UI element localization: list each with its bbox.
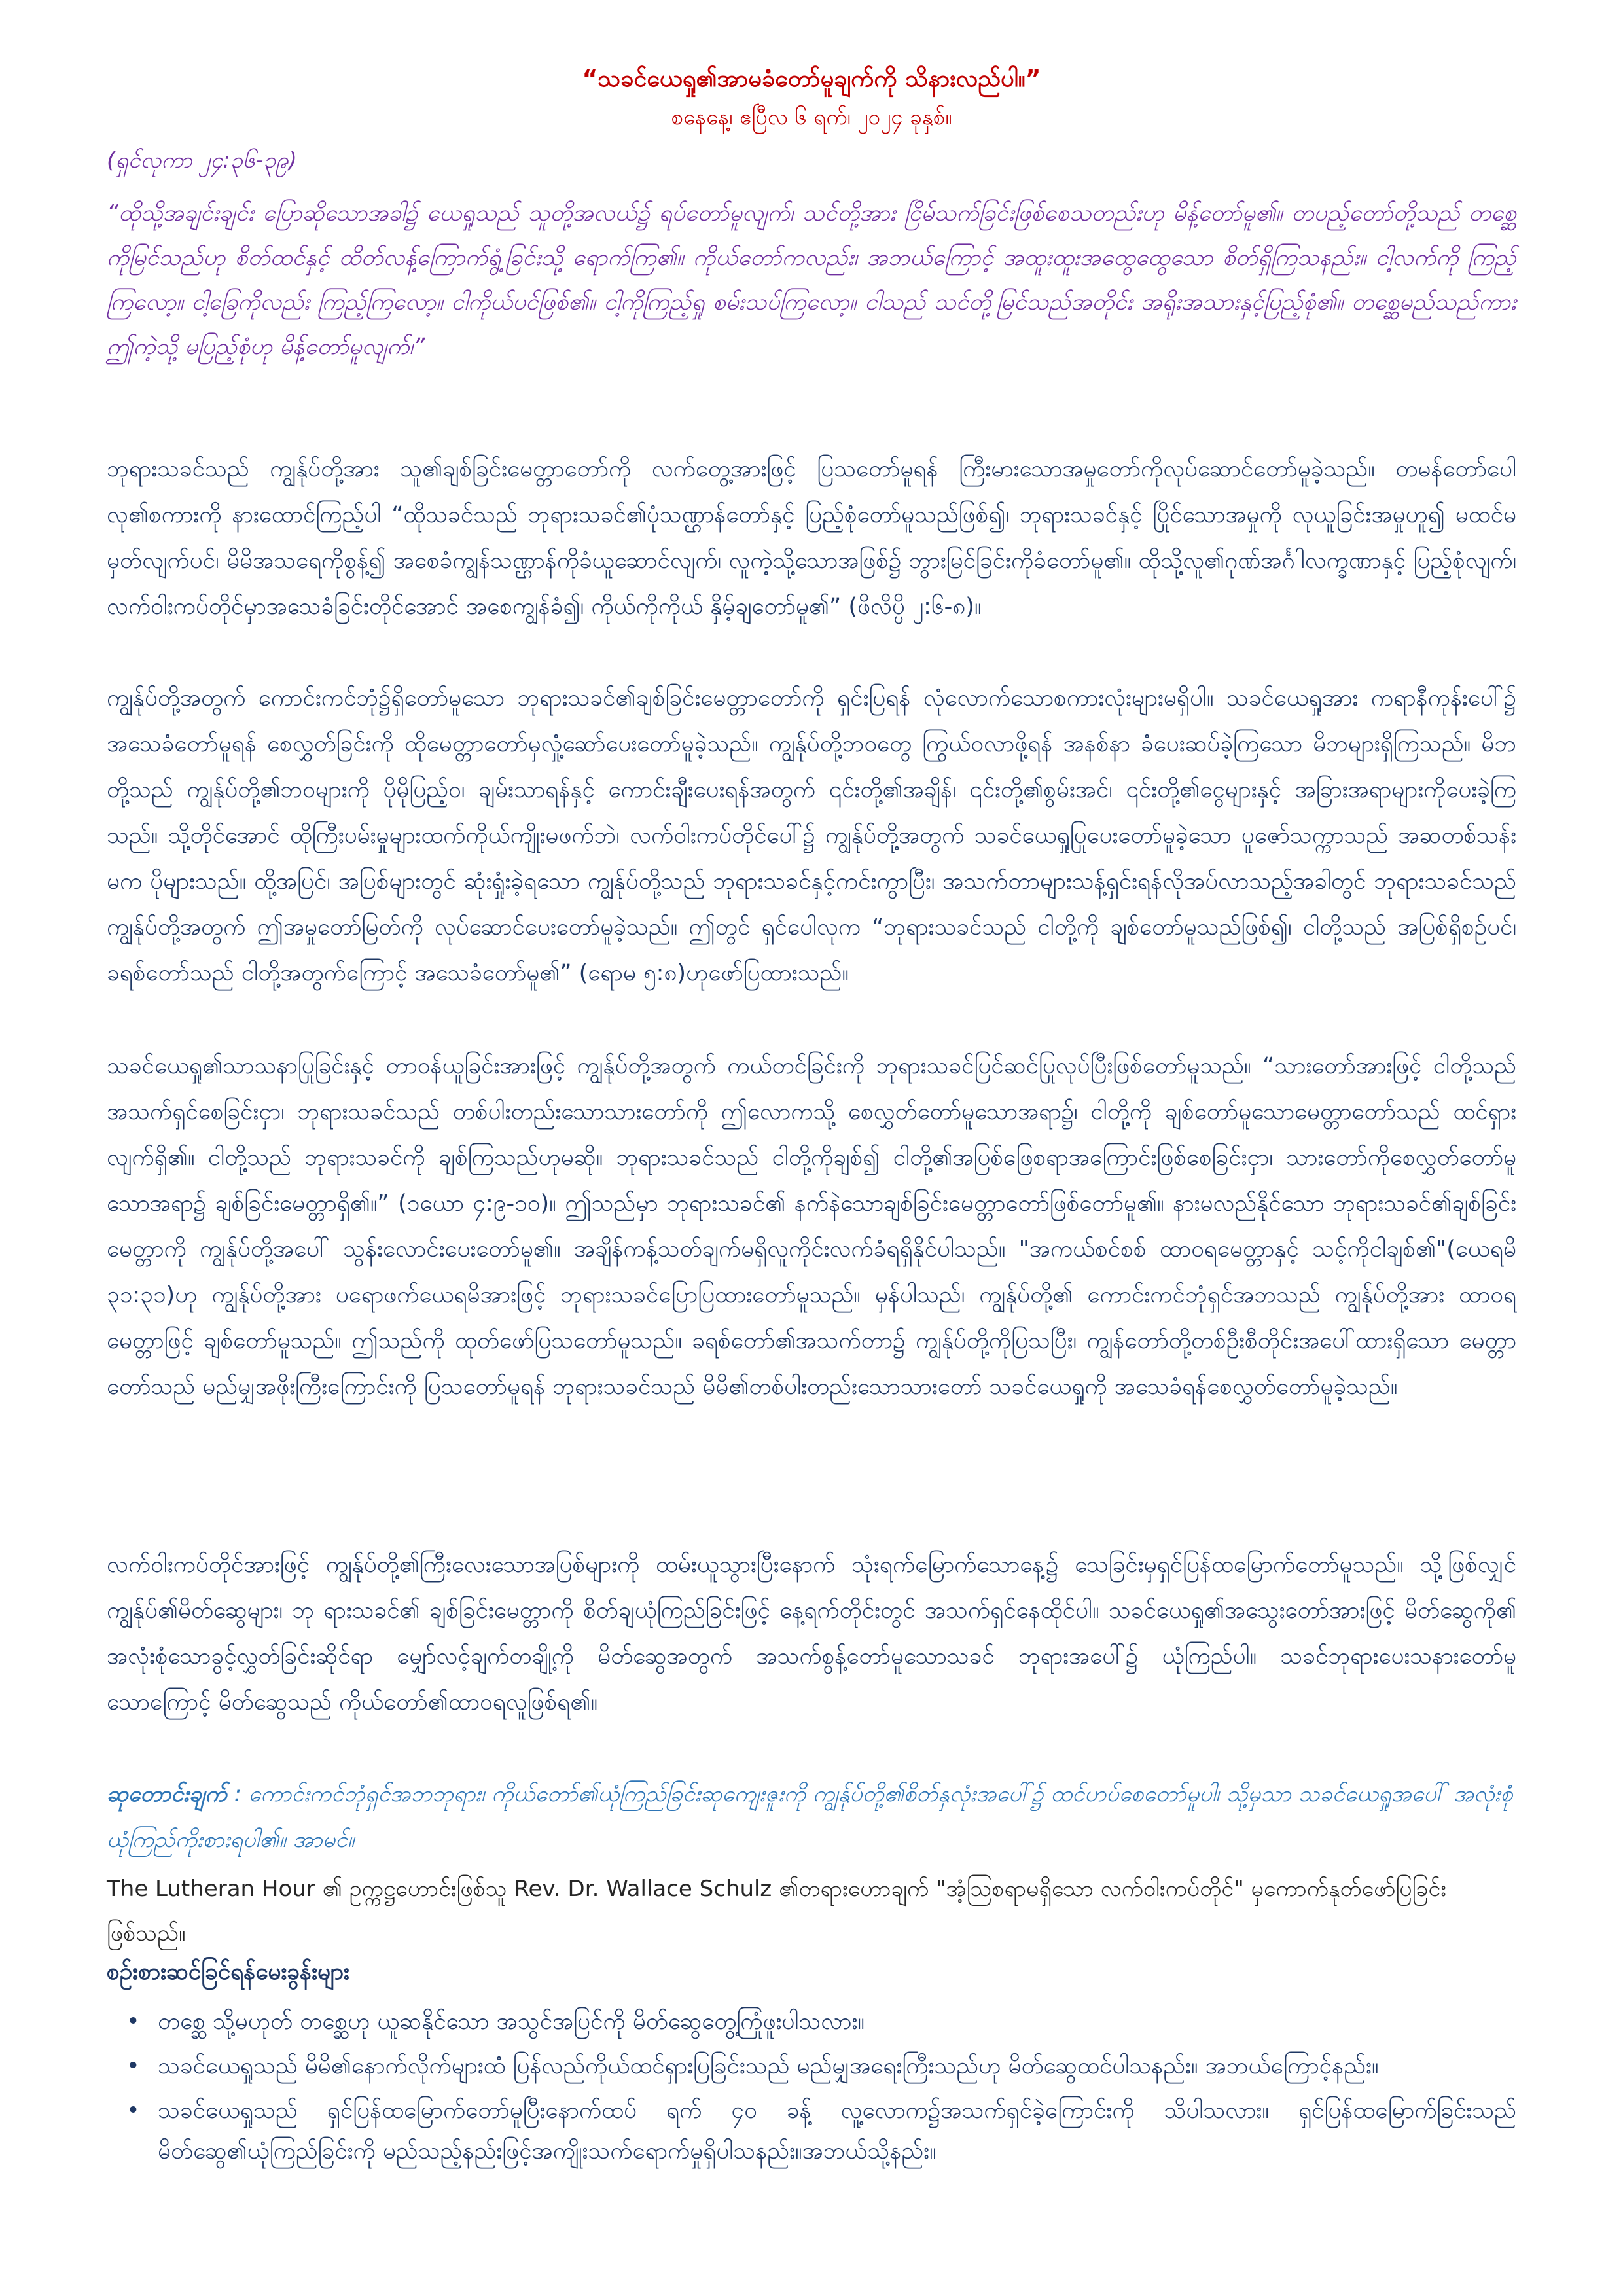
question-text: သခင်ယေရှုသည် ရှင်ပြန်ထမြောက်တော်မူပြီးနောက်ထပ် ရက် ၄၀ ခန့် လူ့လောက၌အသက်ရှင်ခဲ့ကြောင်းကို သိပါသလား။ ရှင်ပြန်ထမြောက်ခြင်းသည် မိတ်ဆွေ၏ယုံကြည်ခြင်းကို မည်သည့်နည်းဖြင့်အကျိုးသက်ရောက်မှုရှိပါသနည်း။အဘယ်သို့နည်း။ xyxy=(158,2098,1516,2164)
list-item xyxy=(107,2046,1516,2087)
scripture-quote: “ထိုသို့အချင်းချင်း ပြောဆိုသောအခါ၌ ယေရှုသည် သူတို့အလယ်၌ ရပ်တော်မူလျက်၊ သင်တို့အား ငြိမ်သက်ခြင်းဖြစ်စေသတည်းဟု မိန့်တော်မူ၏။ တပည့်တော်တို့သည် တစ္ဆေကိုမြင်သည်ဟု စိတ်ထင်နှင့် ထိတ်လန့်ကြောက်ရွံ့ခြင်းသို့ ရောက်ကြ၏။ ကိုယ်တော်ကလည်း၊ အဘယ်ကြောင့် အထူးထူးအထွေထွေသော စိတ်ရှိကြသနည်း။ ငါ့လက်ကို ကြည့်ကြလော့။ ငါ့ခြေကိုလည်း ကြည့်ကြလော့။ ငါကိုယ်ပင်ဖြစ်၏။ ငါ့ကိုကြည့်ရှု စမ်းသပ်ကြလော့။ ငါသည် သင်တို့မြင်သည်အတိုင်း အရိုးအသားနှင့်ပြည့်စုံ၏။ တစ္ဆေမည်သည်ကား ဤကဲ့သို့ မပြည့်စုံဟု မိန့်တော်မူလျက်၊” xyxy=(107,200,1516,360)
devotion-date: စနေနေ့၊ ဧပြီလ ၆ ရက်၊ ၂၀၂၄ ခုနှစ်။ xyxy=(671,104,952,130)
bullet-icon: • xyxy=(126,2009,140,2035)
questions-heading: စဉ်းစားဆင်ခြင်ရန်မေးခွန်းများ xyxy=(107,1959,349,1985)
list-item xyxy=(107,2090,1516,2172)
prayer xyxy=(107,1771,1516,1863)
prayer-text: ကောင်းကင်ဘုံရှင်အဘဘုရား၊ ကိုယ်တော်၏ယုံကြည်ခြင်းဆုကျေးဇူးကို ကျွန်ုပ်တို့၏စိတ်နှလုံးအပေါ်၌ ထင်ဟပ်စေတော်မူပါ၊ သို့မှသာ သခင်ယေရှုအပေါ် အလုံးစုံ ယုံကြည်ကိုးစားရပါ၏။ အာမင်။ xyxy=(107,1781,1513,1853)
prayer-separator: : xyxy=(234,1781,241,1807)
source-credit: The Lutheran Hour ၏ ဥက္ကဋ္ဌဟောင်းဖြစ်သူ Rev. Dr. Wallace Schulz ၏တရားဟောချက် "အံ့ဩစရာမရှိသော လက်ဝါးကပ်တိုင်" မှကောက်နုတ်ဖော်ပြခြင်းဖြစ်သည်။ xyxy=(107,1876,1446,1946)
devotion-title: “သခင်ယေရှု၏အာမခံတော်မူချက်ကို သိနားလည်ပါ။” xyxy=(582,65,1041,92)
question-text: သခင်ယေရှုသည် မိမိ၏နောက်လိုက်များထံ ပြန်လည်ကိုယ်ထင်ရှားပြခြင်းသည် မည်မျှအရေးကြီးသည်ဟု မိတ်ဆွေထင်ပါသနည်း။ အဘယ်ကြောင့်နည်း။ xyxy=(158,2053,1379,2079)
bullet-icon: • xyxy=(126,2098,140,2124)
body-paragraph-4: လက်ဝါးကပ်တိုင်အားဖြင့် ကျွန်ုပ်တို့၏ကြီးလေးသောအပြစ်များကို ထမ်းယူသွားပြီးနောက် သုံးရက်မြောက်သောနေ့၌ သေခြင်းမှရှင်ပြန်ထမြောက်တော်မူသည်။ သို့ဖြစ်လျှင် ကျွန်ုပ်၏မိတ်ဆွေများ၊ ဘု ရားသခင်၏ ချစ်ခြင်းမေတ္တာကို စိတ်ချယုံကြည်ခြင်းဖြင့် နေ့ရက်တိုင်းတွင် အသက်ရှင်နေထိုင်ပါ။ သခင်ယေရှု၏အသွေးတော်အားဖြင့် မိတ်ဆွေကို၏ အလုံးစုံသောခွင့်လွှတ်ခြင်းဆိုင်ရာ မျှော်လင့်ချက်တချို့ကို မိတ်ဆွေအတွက် အသက်စွန့်တော်မူသောသခင် ဘုရားအပေါ်၌ ယုံကြည်ပါ။ သခင်ဘုရားပေးသနားတော်မူသောကြောင့် မိတ်ဆွေသည် ကိုယ်တော်၏ထာဝရလူဖြစ်ရ၏။ xyxy=(107,1552,1516,1715)
bullet-icon: • xyxy=(126,2053,140,2079)
prayer-label: ဆုတောင်းချက် xyxy=(107,1781,227,1807)
body-paragraph-2: ကျွန်ုပ်တို့အတွက် ကောင်းကင်ဘုံ၌ရှိတော်မူသော ဘုရားသခင်၏ချစ်ခြင်းမေတ္တာတော်ကို ရှင်းပြရန် လုံလောက်သောစကားလုံးများမရှိပါ။ သခင်ယေရှုအား ကရာနီကုန်းပေါ်၌ အသေခံတော်မူရန် စေလွှတ်ခြင်းကို ထိုမေတ္တာတော်မှလှုံ့ဆော်ပေးတော်မူခဲ့သည်။ ကျွန်ုပ်တို့ဘဝတွေ ကြွယ်ဝလာဖို့ရန် အနစ်နာ ခံပေးဆပ်ခဲ့ကြသော မိဘများရှိကြသည်။ မိဘတို့သည် ကျွန်ုပ်တို့၏ဘဝများကို ပိုမိုပြည့်ဝ၊ ချမ်းသာရန်နှင့် ကောင်းချီးပေးရန်အတွက် ၎င်းတို့၏အချိန်၊ ၎င်းတို့၏စွမ်းအင်၊ ၎င်းတို့၏ငွေများနှင့် အခြားအရာများကိုပေးခဲ့ကြသည်။ သို့တိုင်အောင် ထိုကြီးပမ်းမှုများထက်ကိုယ်ကျိုးမဖက်ဘဲ၊ လက်ဝါးကပ်တိုင်ပေါ်၌ ကျွန်ုပ်တို့အတွက် သခင်ယေရှုပြုပေးတော်မူခဲ့သော ပူဇော်သက္ကာသည် အဆတစ်သန်းမက ပိုများသည်။ ထို့အပြင်၊ အပြစ်များတွင် ဆုံးရှုံးခဲ့ရသော ကျွန်ုပ်တို့သည် ဘုရားသခင်နှင့်ကင်းကွာပြီး၊ အသက်တာများသန့်ရှင်းရန်လိုအပ်လာသည့်အခါတွင် ဘုရားသခင်သည် ကျွန်ုပ်တို့အတွက် ဤအမှုတော်မြတ်ကို လုပ်ဆောင်ပေးတော်မူခဲ့သည်။ ဤတွင် ရှင်ပေါလုက “ဘုရားသခင်သည် ငါတို့ကို ချစ်တော်မူသည်ဖြစ်၍၊ ငါတို့သည် အပြစ်ရှိစဉ်ပင်၊ ခရစ်တော်သည် ငါတို့အတွက်ကြောင့် အသေခံတော်မူ၏” (ရောမ ၅:၈)ဟုဖော်ပြထားသည်။ xyxy=(107,685,1516,986)
body-paragraph-3: သခင်ယေရှု၏သာသနာပြုခြင်းနှင့် တာဝန်ယူခြင်းအားဖြင့် ကျွန်ုပ်တို့အတွက် ကယ်တင်ခြင်းကို ဘုရားသခင်ပြင်ဆင်ပြုလုပ်ပြီးဖြစ်တော်မူသည်။ “သားတော်အားဖြင့် ငါတို့သည်အသက်ရှင်စေခြင်းငှာ၊ ဘုရားသခင်သည် တစ်ပါးတည်းသောသားတော်ကို ဤလောကသို့ စေလွှတ်တော်မူသောအရာ၌၊ ငါတို့ကို ချစ်တော်မူသောမေတ္တာတော်သည် ထင်ရှားလျက်ရှိ၏။ ငါတို့သည် ဘုရားသခင်ကို ချစ်ကြသည်ဟုမဆို။ ဘုရားသခင်သည် ငါတို့ကိုချစ်၍ ငါတို့၏အပြစ်ဖြေစရာအကြောင်းဖြစ်စေခြင်းငှာ၊ သားတော်ကိုစေလွှတ်တော်မူသောအရာ၌ ချစ်ခြင်းမေတ္တာရှိ၏။” (၁ယော ၄:၉-၁၀)။ ဤသည်မှာ ဘုရားသခင်၏ နက်နဲသောချစ်ခြင်းမေတ္တာတော်ဖြစ်တော်မူ၏။ နားမလည်နိုင်သော ဘုရားသခင်၏ချစ်ခြင်းမေတ္တာကို ကျွန်ုပ်တို့အပေါ် သွန်းလောင်းပေးတော်မူ၏။ အချိန်ကန့်သတ်ချက်မရှိလူကိုင်းလက်ခံရရှိနိုင်ပါသည်။ "အကယ်စင်စစ် ထာဝရမေတ္တာနှင့် သင့်ကိုငါချစ်၏"(ယေရမိ ၃၁:၃၁)ဟု ကျွန်ုပ်တို့အား ပရောဖက်ယေရမိအားဖြင့် ဘုရားသခင်ပြောပြထားတော်မူသည်။ မှန်ပါသည်၊ ကျွန်ုပ်တို့၏ ကောင်းကင်ဘုံရှင်အဘသည် ကျွန်ုပ်တို့အား ထာဝရမေတ္တာဖြင့် ချစ်တော်မူသည်။ ဤသည်ကို ထုတ်ဖော်ပြသတော်မူသည်။ ခရစ်တော်၏အသက်တာ၌ ကျွန်ုပ်တို့ကိုပြသပြီး၊ ကျွန်တော်တို့တစ်ဦးစီတိုင်းအပေါ်ထားရှိသော မေတ္တာတော်သည် မည်မျှအဖိုးကြီးကြောင်းကို ပြသတော်မူရန် ဘုရားသခင်သည် မိမိ၏တစ်ပါးတည်းသောသားတော် သခင်ယေရှုကို အသေခံရန်စေလွှတ်တော်မူခဲ့သည်။ xyxy=(107,1053,1516,1400)
question-text: တစ္ဆေ သို့မဟုတ် တစ္ဆေဟု ယူဆနိုင်သော အသွင်အပြင်ကို မိတ်ဆွေတွေ့ကြုံဖူးပါသလား။ xyxy=(158,2009,865,2035)
body-paragraph-1: ဘုရားသခင်သည် ကျွန်ုပ်တို့အား သူ၏ချစ်ခြင်းမေတ္တာတော်ကို လက်တွေ့အားဖြင့် ပြသတော်မူရန် ကြီးမားသောအမှုတော်ကိုလုပ်ဆောင်တော်မူခဲ့သည်။ တမန်တော်ပေါလု၏စကားကို နားထောင်ကြည့်ပါ “ထိုသခင်သည် ဘုရားသခင်၏ပုံသဏ္ဌာန်တော်နှင့် ပြည့်စုံတော်မူသည်ဖြစ်၍၊ ဘုရားသခင်နှင့် ပြိုင်သောအမှုကို လုယူခြင်းအမှုဟူ၍ မထင်မမှတ်လျက်ပင်၊ မိမိအသရေကိုစွန့်၍ အစေခံကျွန်သဏ္ဌာန်ကိုခံယူဆောင်လျက်၊ လူကဲ့သို့သောအဖြစ်၌ ဘွားမြင်ခြင်းကိုခံတော်မူ၏။ ထိုသို့လူ၏ဂုဏ်အင်္ဂါလက္ခဏာနှင့် ပြည့်စုံလျက်၊ လက်ဝါးကပ်တိုင်မှာအသေခံခြင်းတိုင်အောင် အစေကျွန်ခံ၍၊ ကိုယ်ကိုကိုယ် နှိမ့်ချတော်မူ၏” (ဖိလိပ္ပိ ၂:၆-၈)။ xyxy=(107,456,1516,620)
list-item xyxy=(107,2001,1516,2042)
scripture-reference: (ရှင်လုကာ ၂၄:၃၆-၃၉) xyxy=(107,147,297,173)
questions-list xyxy=(107,2001,1516,2176)
